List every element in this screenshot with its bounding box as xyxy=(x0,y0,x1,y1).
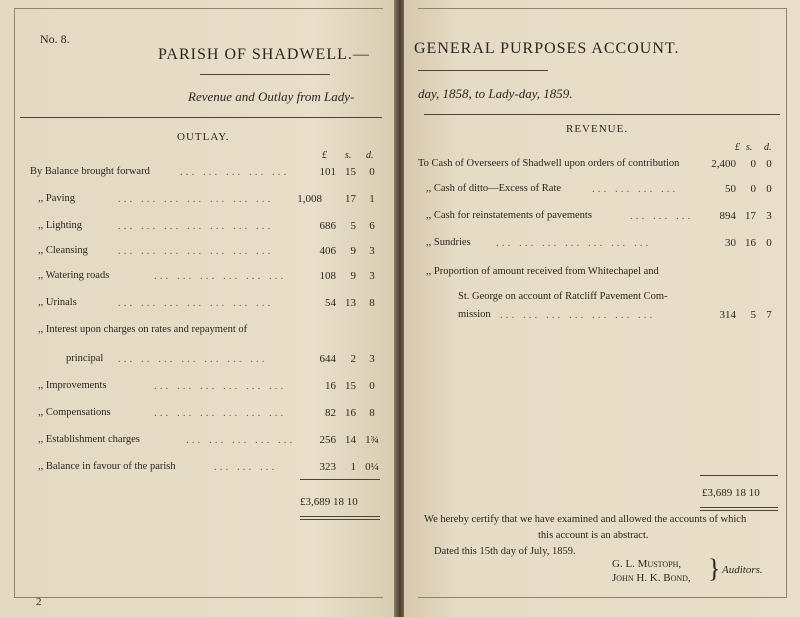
left-page xyxy=(0,0,396,617)
leader-dots: ... ... ... ... ... ... xyxy=(154,270,287,282)
pence-value: 0 xyxy=(766,237,772,249)
page-number: 2 xyxy=(36,596,42,608)
outlay-item-label: principal xyxy=(66,353,104,364)
shillings-value: 9 xyxy=(350,270,356,282)
account-title-rule xyxy=(418,70,548,71)
right-header-rule xyxy=(424,114,780,115)
pounds-value: 1,008 xyxy=(297,193,322,205)
total-bottom-rule-2 xyxy=(300,519,380,520)
leader-dots: ... ... ... ... ... ... xyxy=(154,407,287,419)
account-subtitle: day, 1858, to Lady-day, 1859. xyxy=(418,86,573,101)
pounds-value: 50 xyxy=(725,183,736,195)
shillings-value: 13 xyxy=(345,297,356,309)
outlay-item-label: By Balance brought forward xyxy=(30,166,150,177)
total-bottom-rule xyxy=(300,516,380,517)
page-title: PARISH OF SHADWELL.— xyxy=(158,46,370,63)
leader-dots: ... ... ... ... ... ... ... xyxy=(118,220,274,232)
revenue-heading: REVENUE. xyxy=(566,123,629,135)
leader-dots: ... ... ... ... ... ... ... xyxy=(118,245,274,257)
pence-value: 3 xyxy=(369,353,375,365)
revenue-total: £3,689 18 10 xyxy=(702,487,760,499)
pounds-value: 256 xyxy=(319,434,336,446)
outlay-item-label: ,, Compensations xyxy=(38,407,111,418)
pence-value: 1 xyxy=(369,193,375,205)
leader-dots: ... ... ... ... ... xyxy=(186,434,296,446)
pounds-header: £ xyxy=(322,150,327,161)
shillings-value: 2 xyxy=(350,353,356,365)
document-number: No. 8. xyxy=(40,32,70,46)
certification-line-2: this account is an abstract. xyxy=(538,530,649,541)
account-title: GENERAL PURPOSES ACCOUNT. xyxy=(414,40,680,57)
leader-dots: ... ... ... ... ... xyxy=(180,166,290,178)
revenue-pounds-header: £ xyxy=(735,142,740,153)
pence-value: 0 xyxy=(369,380,375,392)
auditor-1: G. L. Mustoph, xyxy=(612,558,682,570)
pence-value: 0¼ xyxy=(365,461,379,473)
revenue-item-label: ,, Cash for reinstatements of pavements xyxy=(426,210,592,221)
title-rule xyxy=(200,74,330,75)
pounds-value: 108 xyxy=(319,270,336,282)
pence-value: 8 xyxy=(369,297,375,309)
shillings-value: 17 xyxy=(345,193,356,205)
shillings-value: 14 xyxy=(345,434,356,446)
outlay-item-label: ,, Lighting xyxy=(38,220,83,231)
pence-header: d. xyxy=(366,150,374,161)
leader-dots: ... ... ... ... ... ... ... xyxy=(118,297,274,309)
auditors-label: Auditors. xyxy=(722,564,763,576)
pounds-value: 2,400 xyxy=(711,158,736,170)
shillings-value: 0 xyxy=(750,158,756,170)
pounds-value: 101 xyxy=(319,166,336,178)
revenue-item-label: St. George on account of Ratcliff Pavement Com- xyxy=(458,291,668,302)
right-page xyxy=(404,0,800,617)
pounds-value: 314 xyxy=(719,309,736,321)
outlay-heading: OUTLAY. xyxy=(177,131,230,143)
dated-line: Dated this 15th day of July, 1859. xyxy=(434,546,576,557)
pence-value: 6 xyxy=(369,220,375,232)
outlay-total: £3,689 18 10 xyxy=(300,496,358,508)
pence-value: 0 xyxy=(369,166,375,178)
pence-value: 3 xyxy=(369,245,375,257)
pounds-value: 644 xyxy=(319,353,336,365)
pence-value: 0 xyxy=(766,158,772,170)
revenue-pence-header: d. xyxy=(764,142,772,153)
outlay-item-label: ,, Balance in favour of the parish xyxy=(38,461,176,472)
outlay-item-label: ,, Watering roads xyxy=(38,270,110,281)
shillings-value: 17 xyxy=(745,210,756,222)
shillings-header: s. xyxy=(345,150,352,161)
pence-value: 8 xyxy=(369,407,375,419)
revenue-total-bottom-rule xyxy=(700,507,778,508)
shillings-value: 0 xyxy=(750,183,756,195)
revenue-item-label: ,, Proportion of amount received from Whitechapel and xyxy=(426,266,659,277)
outlay-item-label: ,, Interest upon charges on rates and repayment of xyxy=(38,324,248,335)
pounds-value: 686 xyxy=(319,220,336,232)
outlay-item-label: ,, Paving xyxy=(38,193,76,204)
shillings-value: 5 xyxy=(750,309,756,321)
shillings-value: 16 xyxy=(345,407,356,419)
pounds-value: 406 xyxy=(319,245,336,257)
header-rule xyxy=(20,117,382,118)
revenue-item-label: ,, Sundries xyxy=(426,237,471,248)
shillings-value: 9 xyxy=(350,245,356,257)
pounds-value: 82 xyxy=(325,407,336,419)
outlay-item-label: ,, Improvements xyxy=(38,380,107,391)
pence-value: 7 xyxy=(766,309,772,321)
leader-dots: ... ... ... xyxy=(630,210,694,222)
outlay-item-label: ,, Cleansing xyxy=(38,245,88,256)
revenue-item-label: To Cash of Overseers of Shadwell upon orders of contribution xyxy=(418,158,680,169)
auditors-brace: } xyxy=(708,554,721,583)
certification-line-1: We hereby certify that we have examined and allowed the accounts of which xyxy=(424,514,747,525)
leader-dots: ... ... ... xyxy=(214,461,278,473)
pence-value: 3 xyxy=(369,270,375,282)
leader-dots: ... ... ... ... ... ... ... xyxy=(496,237,652,249)
page-subtitle: Revenue and Outlay from Lady- xyxy=(188,89,355,104)
outlay-item-label: ,, Urinals xyxy=(38,297,77,308)
pence-value: 3 xyxy=(766,210,772,222)
revenue-item-label: mission xyxy=(458,309,491,320)
pence-value: 0 xyxy=(766,183,772,195)
pounds-value: 30 xyxy=(725,237,736,249)
leader-dots: ... ... ... ... ... ... ... xyxy=(118,193,274,205)
revenue-total-bottom-rule-2 xyxy=(700,510,778,511)
leader-dots: ... ... ... ... ... ... ... xyxy=(500,309,656,321)
leader-dots: ... ... ... ... xyxy=(592,183,679,195)
pounds-value: 16 xyxy=(325,380,336,392)
pounds-value: 54 xyxy=(325,297,336,309)
shillings-value: 1 xyxy=(350,461,356,473)
leader-dots: ... .. ... ... ... ... ... xyxy=(118,353,268,365)
revenue-item-label: ,, Cash of ditto—Excess of Rate xyxy=(426,183,562,194)
revenue-total-top-rule xyxy=(700,475,778,476)
shillings-value: 16 xyxy=(745,237,756,249)
shillings-value: 5 xyxy=(350,220,356,232)
auditor-2: John H. K. Bond, xyxy=(612,572,691,584)
pounds-value: 323 xyxy=(319,461,336,473)
shillings-value: 15 xyxy=(345,166,356,178)
leader-dots: ... ... ... ... ... ... xyxy=(154,380,287,392)
pence-value: 1¾ xyxy=(365,434,379,446)
outlay-item-label: ,, Establishment charges xyxy=(38,434,140,445)
shillings-value: 15 xyxy=(345,380,356,392)
pounds-value: 894 xyxy=(719,210,736,222)
total-top-rule xyxy=(300,479,380,480)
revenue-shillings-header: s. xyxy=(746,142,753,153)
